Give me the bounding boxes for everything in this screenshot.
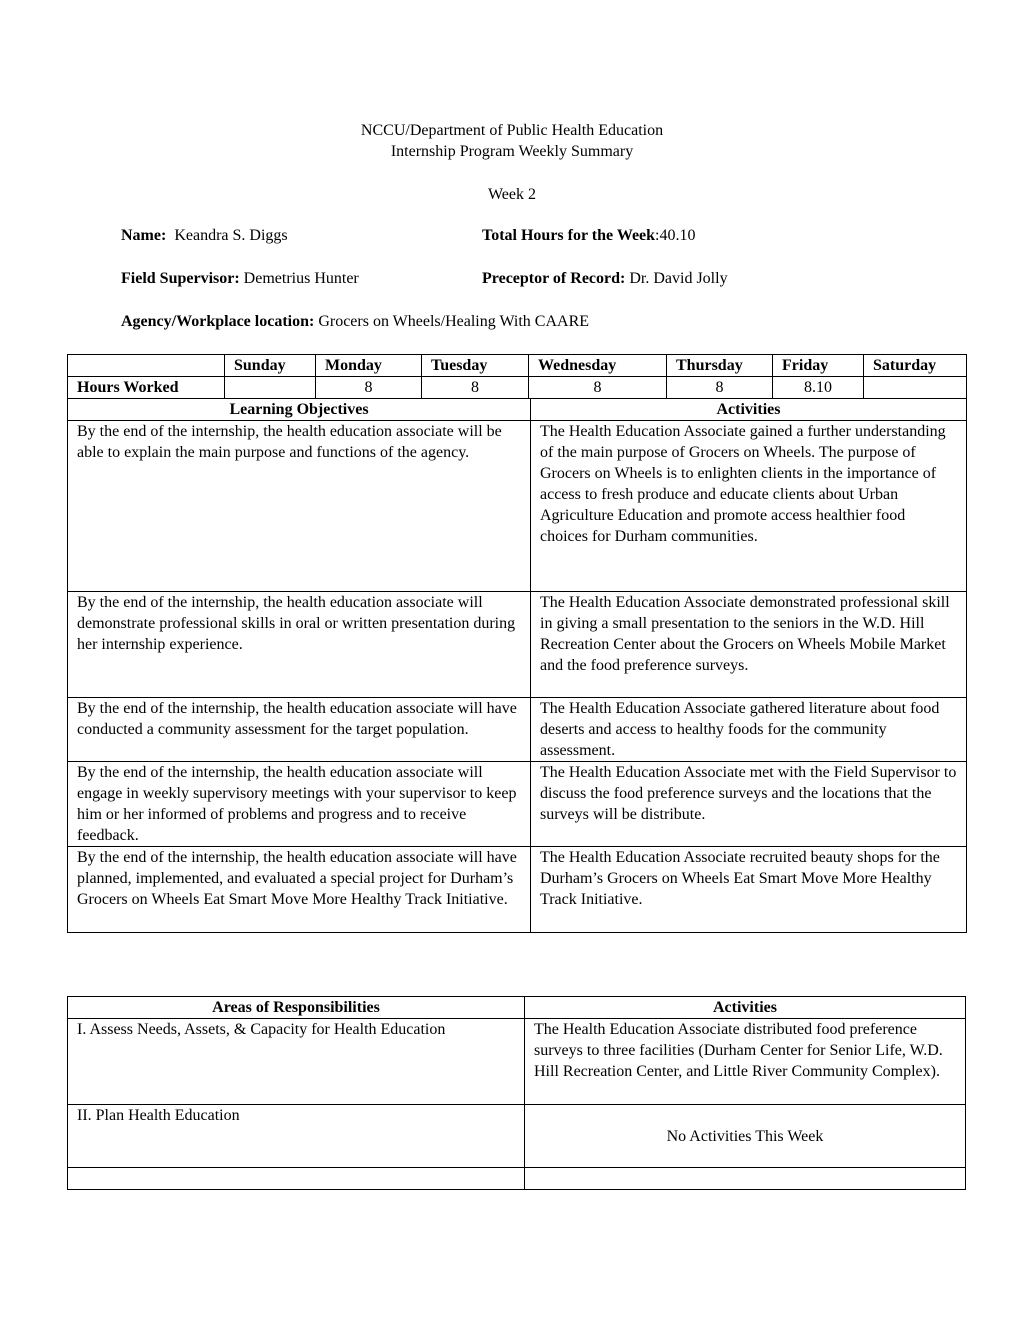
objective-cell: By the end of the internship, the health education associate will engage in weekly supervisory meetings with your supervisor to keep him or her informed of problems and progress and to receive feedback. <box>68 762 531 847</box>
name-label: Name: <box>121 227 167 244</box>
responsibility-area-cell: II. Plan Health Education <box>68 1105 525 1168</box>
total-hours-label: Total Hours for the Week <box>482 227 656 244</box>
week-label: Week 2 <box>487 186 537 203</box>
document-subtitle: Internship Program Weekly Summary <box>390 143 634 160</box>
preceptor-value: Dr. David Jolly <box>629 270 728 287</box>
activities-header: Activities <box>531 399 967 421</box>
activities-header: Activities <box>525 997 966 1019</box>
field-supervisor-line <box>121 269 359 289</box>
total-hours-value: :40.10 <box>655 227 696 244</box>
responsibility-activity-cell: No Activities This Week <box>525 1105 966 1168</box>
hours-wednesday: 8 <box>529 377 667 399</box>
day-header-thursday: Thursday <box>667 355 773 377</box>
field-supervisor-value: Demetrius Hunter <box>243 270 359 287</box>
preceptor-line <box>482 269 728 289</box>
hours-monday: 8 <box>316 377 422 399</box>
responsibilities-table <box>67 996 966 1190</box>
document-title: NCCU/Department of Public Health Education <box>360 122 664 139</box>
agency-line <box>121 312 589 332</box>
objective-cell: By the end of the internship, the health education associate will have conducted a community assessment for the target population. <box>68 698 531 762</box>
activity-cell: The Health Education Associate demonstrated professional skill in giving a small presentation to the seniors in the W.D. Hill Recreation Center about the Grocers on Wheels Mobile Market and the food preference surveys. <box>531 592 967 698</box>
objective-cell: By the end of the internship, the health education associate will have planned, implemented, and evaluated a special project for Durham’s Grocers on Wheels Eat Smart Move More Healthy Track Initiative. <box>68 847 531 933</box>
name-value: Keandra S. Diggs <box>174 227 288 244</box>
hours-thursday: 8 <box>667 377 773 399</box>
activity-cell: The Health Education Associate gained a further understanding of the main purpose of Grocers on Wheels. The purpose of Grocers on Wheels is to enlighten clients in the importance of access to fresh produce and educate clients about Urban Agriculture Education and promote access healthier food choices for Durham communities. <box>531 421 967 592</box>
activity-cell: The Health Education Associate met with the Field Supervisor to discuss the food preference surveys and the locations that the surveys will be distribute. <box>531 762 967 847</box>
hours-table <box>67 354 967 399</box>
name-line <box>121 226 288 246</box>
objective-cell: By the end of the internship, the health education associate will demonstrate professional skills in oral or written presentation during her internship experience. <box>68 592 531 698</box>
day-header-tuesday: Tuesday <box>422 355 529 377</box>
objectives-table <box>67 398 967 933</box>
day-header-wednesday: Wednesday <box>529 355 667 377</box>
hours-saturday <box>864 377 967 399</box>
day-header-sunday: Sunday <box>225 355 316 377</box>
hours-worked-label: Hours Worked <box>68 377 225 399</box>
day-header-saturday: Saturday <box>864 355 967 377</box>
total-hours-line <box>482 226 696 246</box>
agency-label: Agency/Workplace location: <box>121 313 315 330</box>
hours-corner-cell <box>68 355 225 377</box>
field-supervisor-label: Field Supervisor: <box>121 270 240 287</box>
learning-objectives-header: Learning Objectives <box>68 399 531 421</box>
responsibility-area-cell <box>68 1168 525 1190</box>
hours-friday: 8.10 <box>773 377 864 399</box>
activity-cell: The Health Education Associate gathered literature about food deserts and access to healthy foods for the community assessment. <box>531 698 967 762</box>
activity-cell: The Health Education Associate recruited beauty shops for the Durham’s Grocers on Wheels Eat Smart Move More Healthy Track Initiative. <box>531 847 967 933</box>
objective-cell: By the end of the internship, the health education associate will be able to explain the main purpose and functions of the agency. <box>68 421 531 592</box>
responsibility-area-cell: I. Assess Needs, Assets, & Capacity for Health Education <box>68 1019 525 1105</box>
preceptor-label: Preceptor of Record: <box>482 270 626 287</box>
hours-tuesday: 8 <box>422 377 529 399</box>
hours-sunday <box>225 377 316 399</box>
responsibility-activity-cell: The Health Education Associate distributed food preference surveys to three facilities (Durham Center for Senior Life, W.D. Hill Recreation Center, and Little River Community Complex). <box>525 1019 966 1105</box>
day-header-monday: Monday <box>316 355 422 377</box>
responsibility-activity-cell <box>525 1168 966 1190</box>
day-header-friday: Friday <box>773 355 864 377</box>
agency-value: Grocers on Wheels/Healing With CAARE <box>318 313 590 330</box>
areas-of-responsibilities-header: Areas of Responsibilities <box>68 997 525 1019</box>
